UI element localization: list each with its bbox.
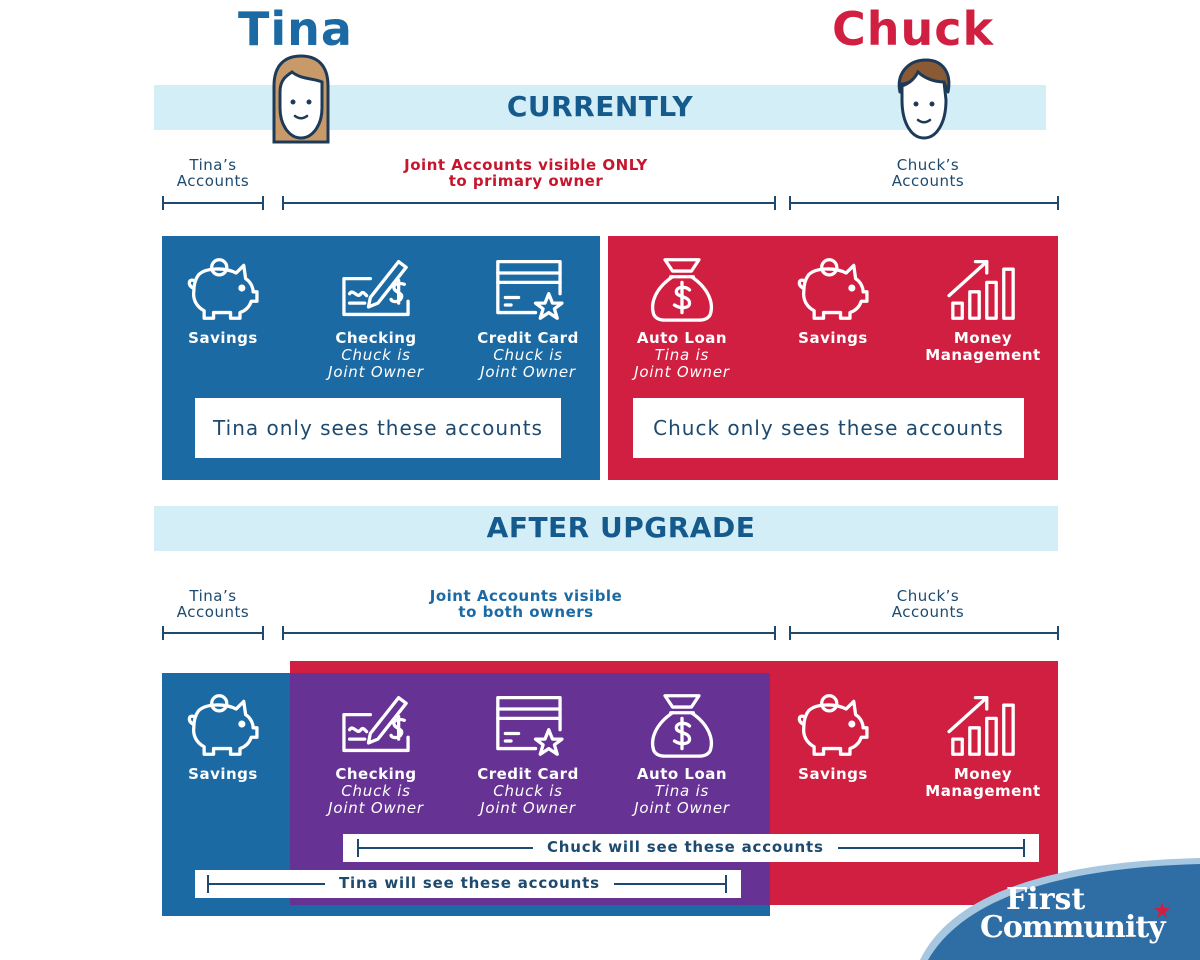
chuck-only-sees-note: Chuck only sees these accounts [633,398,1024,458]
account-owner-note: Tina is [654,782,710,800]
caption-line: Tina’s [189,156,237,174]
account-title: Checking [335,329,417,347]
chuck-accounts-bracket [789,196,1059,210]
tina-avatar [266,52,336,148]
account-title-line2: Management [925,782,1041,800]
check-pen-icon [338,692,414,758]
account-owner-note: Joint Owner [480,799,576,817]
tina-savings-account [148,692,298,783]
account-title: Money [953,329,1013,347]
tina-accounts-bracket [162,196,264,210]
account-title: Auto Loan [636,765,728,783]
caption-line: Joint Accounts visible [429,587,623,605]
caption-line: Joint Accounts visible ONLY [404,156,648,174]
account-title-line2: Management [925,346,1041,364]
joint-credit-card-account [453,692,603,817]
joint-accounts-bracket [282,626,776,640]
piggy-bank-icon [185,692,261,758]
money-bag-icon [644,692,720,758]
chuck-name: Chuck [832,2,995,56]
tina-accounts-caption [152,157,274,189]
account-owner-note: Joint Owner [480,363,576,381]
chuck-money-management-account [908,692,1058,800]
caption-line: to primary owner [448,172,604,190]
joint-accounts-caption [330,588,722,620]
account-owner-note: Chuck is [493,346,563,364]
tina-accounts-caption [152,588,274,620]
chuck-will-see-label: Chuck will see these accounts [533,838,838,856]
account-title: Credit Card [477,765,579,783]
logo-line2: Community [980,910,1165,945]
joint-auto-loan-account [607,692,757,817]
growth-chart-icon [945,256,1021,322]
logo-line1: First [1006,882,1086,917]
tina-accounts-bracket [162,626,264,640]
tina-will-see-label: Tina will see these accounts [325,874,614,892]
chuck-savings-account [758,256,908,347]
account-title: Credit Card [477,329,579,347]
money-bag-icon [644,256,720,322]
account-owner-note: Joint Owner [634,363,730,381]
account-title: Savings [188,329,258,347]
account-owner-note: Chuck is [341,346,411,364]
piggy-bank-icon [185,256,261,322]
account-owner-note: Chuck is [341,782,411,800]
credit-card-icon [490,692,566,758]
tina-name: Tina [238,2,353,56]
account-title: Auto Loan [636,329,728,347]
caption-line: Accounts [176,603,250,621]
account-owner-note: Joint Owner [634,799,730,817]
chuck-accounts-bracket [789,626,1059,640]
piggy-bank-icon [795,692,871,758]
caption-line: Tina’s [189,587,237,605]
after-upgrade-title: AFTER UPGRADE [486,511,756,544]
caption-line: Accounts [176,172,250,190]
account-title: Checking [335,765,417,783]
growth-chart-icon [945,692,1021,758]
caption-line: Accounts [891,172,965,190]
chuck-avatar [888,54,960,144]
tina-only-sees-note: Tina only sees these accounts [195,398,561,458]
caption-line: Accounts [891,603,965,621]
tina-savings-account [148,256,298,347]
chuck-accounts-caption [866,157,990,189]
tina-credit-card-account [453,256,603,381]
piggy-bank-icon [795,256,871,322]
account-owner-note: Chuck is [493,782,563,800]
caption-line: Chuck’s [896,156,960,174]
chuck-auto-loan-account [607,256,757,381]
first-community-logo [920,858,1200,960]
account-title: Savings [188,765,258,783]
currently-title: CURRENTLY [506,90,694,123]
chuck-accounts-caption [866,588,990,620]
tina-checking-account [301,256,451,381]
joint-checking-account [301,692,451,817]
strip-tick [1023,839,1025,857]
joint-accounts-caption [330,157,722,189]
check-pen-icon [338,256,414,322]
chuck-money-management-account [908,256,1058,364]
caption-line: to both owners [458,603,594,621]
account-owner-note: Tina is [654,346,710,364]
chuck-savings-account [758,692,908,783]
tina-will-see-strip [195,870,741,898]
account-owner-note: Joint Owner [328,363,424,381]
account-title: Savings [798,765,868,783]
account-title: Savings [798,329,868,347]
strip-tick [725,875,727,893]
account-owner-note: Joint Owner [328,799,424,817]
caption-line: Chuck’s [896,587,960,605]
credit-card-icon [490,256,566,322]
joint-accounts-bracket [282,196,776,210]
account-title: Money [953,765,1013,783]
